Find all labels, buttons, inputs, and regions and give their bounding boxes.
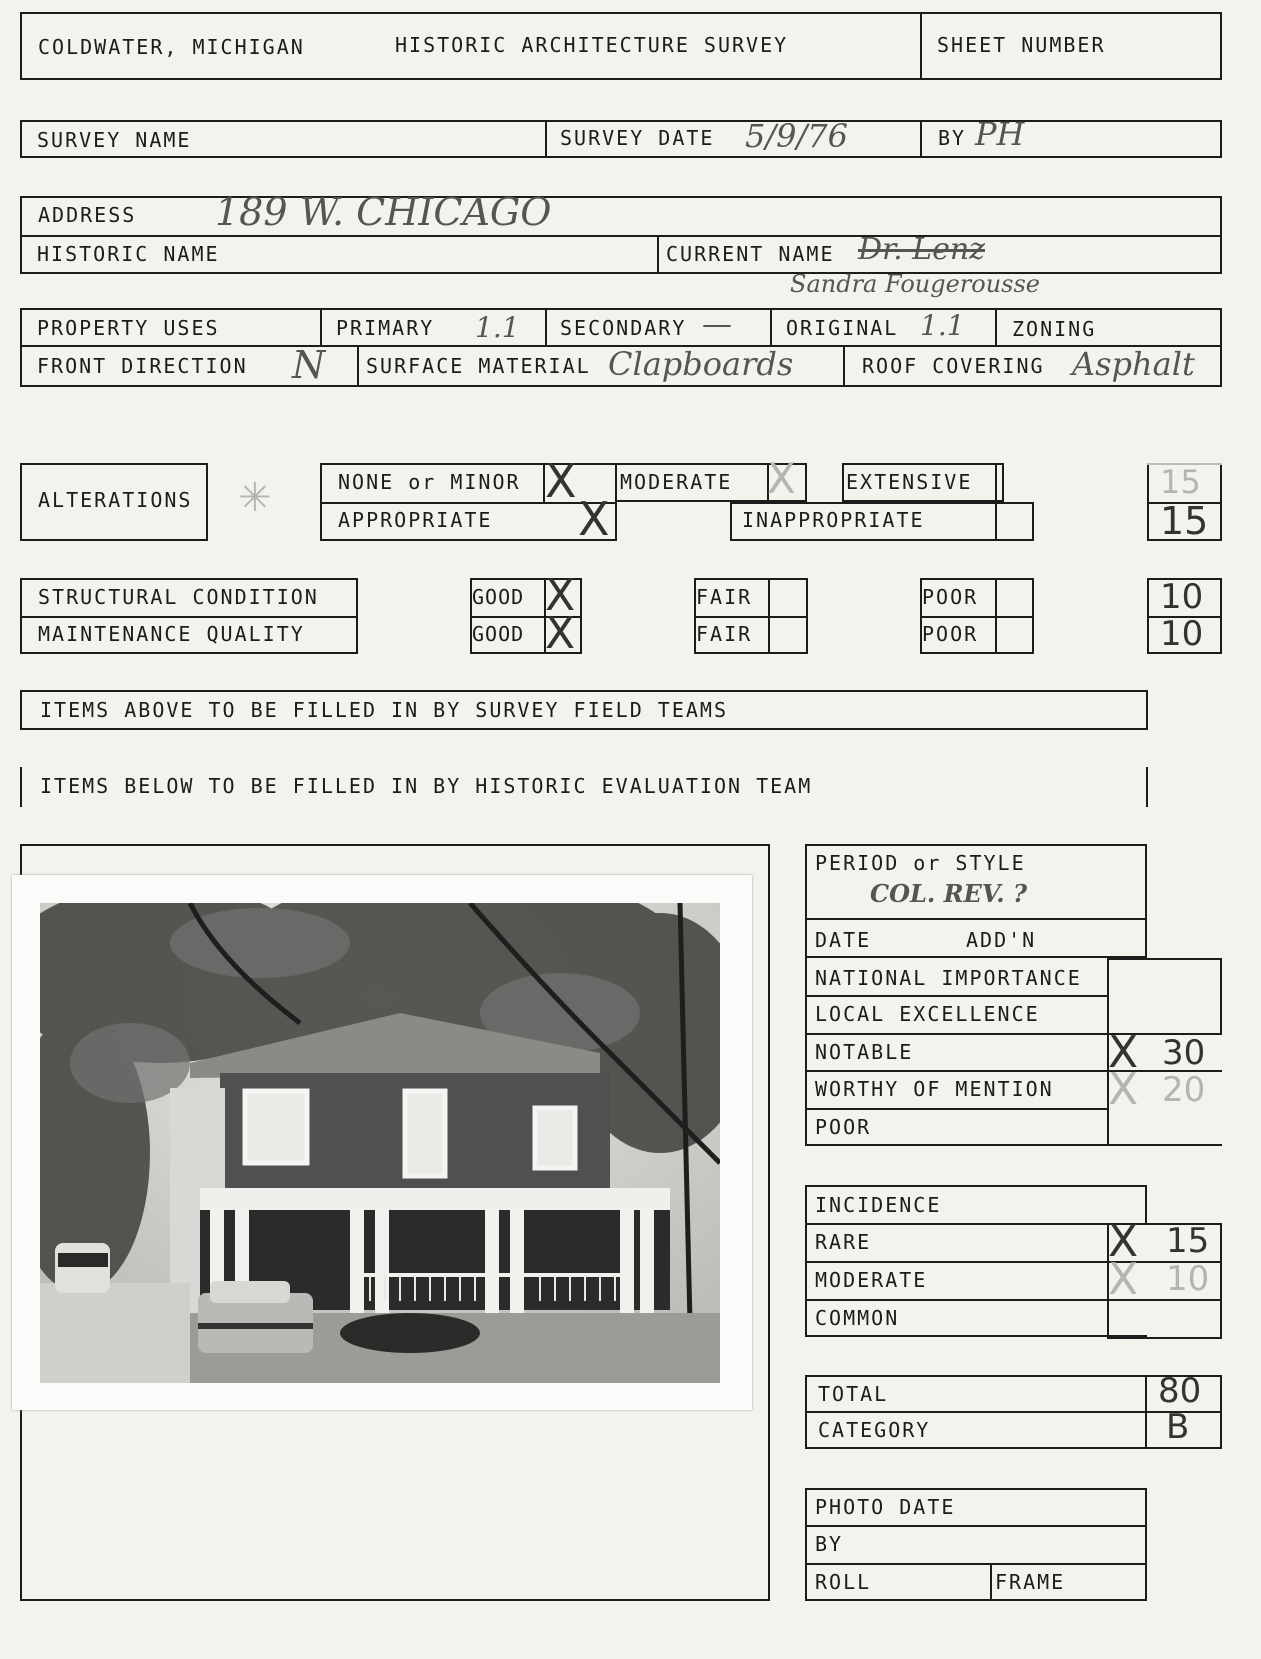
divider — [20, 235, 1222, 237]
sheet-number-label: SHEET NUMBER — [937, 33, 1106, 57]
divider — [20, 616, 358, 618]
poor-label-structural: POOR — [922, 585, 979, 609]
divider — [805, 1525, 1147, 1527]
alterations-score: 15 — [1160, 499, 1209, 543]
divider — [920, 616, 1034, 618]
frame-label: FRAME — [995, 1570, 1066, 1594]
divider — [320, 308, 322, 347]
current-name-value-2: Sandra Fougerousse — [790, 270, 1041, 298]
divider — [995, 578, 997, 654]
moderate-incidence-label: MODERATE — [815, 1268, 928, 1292]
good-label-structural: GOOD — [472, 585, 525, 609]
date-label: DATE — [815, 928, 872, 952]
notable-check: X — [1108, 1027, 1139, 1078]
notable-label: NOTABLE — [815, 1040, 914, 1064]
local-excellence-label: LOCAL EXCELLENCE — [815, 1002, 1040, 1026]
divider — [920, 12, 922, 80]
photo-by-label: BY — [815, 1532, 844, 1556]
survey-date-value: 5/9/76 — [745, 117, 848, 155]
divider — [768, 578, 770, 654]
rare-check: X — [1108, 1216, 1139, 1267]
notable-score: 30 — [1162, 1033, 1206, 1073]
none-minor-label: NONE or MINOR — [338, 470, 521, 494]
total-label: TOTAL — [818, 1382, 889, 1406]
survey-date-label: SURVEY DATE — [560, 126, 715, 150]
divider — [770, 308, 772, 347]
structural-condition-label: STRUCTURAL CONDITION — [38, 585, 319, 609]
maintenance-score: 10 — [1160, 614, 1204, 654]
front-direction-value: N — [292, 343, 326, 387]
divider — [545, 120, 547, 158]
divider — [545, 308, 547, 347]
addn-label: ADD'N — [966, 928, 1037, 952]
property-uses-label: PROPERTY USES — [37, 316, 220, 340]
divider — [920, 120, 922, 158]
photo-date-label: PHOTO DATE — [815, 1495, 956, 1519]
current-name-value: Dr. Lenz — [858, 232, 985, 267]
divider — [805, 1261, 1222, 1263]
good-structural-check: X — [545, 570, 576, 621]
category-label: CATEGORY — [818, 1418, 931, 1442]
historic-name-label: HISTORIC NAME — [37, 242, 220, 266]
front-direction-label: FRONT DIRECTION — [37, 354, 248, 378]
fair-label-maintenance: FAIR — [696, 622, 753, 646]
appropriate-check: X — [578, 492, 610, 546]
zoning-label: ZONING — [1012, 317, 1097, 341]
roof-covering-value: Asphalt — [1072, 345, 1195, 383]
incidence-label: INCIDENCE — [815, 1193, 942, 1217]
total-value: 80 — [1158, 1371, 1202, 1411]
divider — [1145, 1185, 1147, 1223]
divider — [805, 1108, 1107, 1110]
category-value: B — [1166, 1407, 1190, 1447]
by-value: PH — [975, 115, 1025, 153]
items-below-note: ITEMS BELOW TO BE FILLED IN BY HISTORIC EVALUATION TEAM — [40, 774, 813, 798]
surface-material-value: Clapboards — [608, 345, 794, 383]
worthy-score: 20 — [1162, 1070, 1206, 1110]
moderate-incidence-check: X — [1108, 1254, 1139, 1305]
divider — [805, 1070, 1222, 1072]
fair-label-structural: FAIR — [696, 585, 753, 609]
items-above-note: ITEMS ABOVE TO BE FILLED IN BY SURVEY FIELD TEAMS — [40, 698, 729, 722]
surface-material-label: SURFACE MATERIAL — [366, 354, 591, 378]
poor-importance-label: POOR — [815, 1115, 872, 1139]
primary-value: 1.1 — [475, 311, 520, 344]
asterisk-mark: ✳ — [238, 475, 272, 521]
good-maintenance-check: X — [545, 608, 576, 659]
address-label: ADDRESS — [38, 203, 137, 227]
poor-label-maintenance: POOR — [922, 622, 979, 646]
period-style-label: PERIOD or STYLE — [815, 851, 1026, 875]
form-title: HISTORIC ARCHITECTURE SURVEY — [395, 33, 789, 57]
extensive-label: EXTENSIVE — [846, 470, 973, 494]
national-importance-label: NATIONAL IMPORTANCE — [815, 966, 1082, 990]
none-minor-check: X — [545, 454, 577, 508]
divider — [805, 995, 1107, 997]
divider — [20, 120, 22, 158]
primary-label: PRIMARY — [336, 316, 435, 340]
city-label: COLDWATER, MICHIGAN — [38, 35, 305, 59]
moderate-incidence-score: 10 — [1166, 1259, 1210, 1299]
divider — [1107, 958, 1222, 960]
roll-label: ROLL — [815, 1570, 872, 1594]
secondary-label: SECONDARY — [560, 316, 687, 340]
moderate-label: MODERATE — [620, 470, 733, 494]
rare-score: 15 — [1166, 1221, 1210, 1261]
inappropriate-label: INAPPROPRIATE — [742, 508, 925, 532]
divider — [1220, 958, 1222, 1034]
house-photo-image — [40, 903, 720, 1383]
current-name-label: CURRENT NAME — [666, 242, 835, 266]
common-label: COMMON — [815, 1306, 900, 1330]
by-label: BY — [938, 126, 967, 150]
moderate-check: X — [767, 454, 796, 503]
alterations-score-faint: 15 — [1160, 463, 1201, 501]
divider — [805, 1411, 1222, 1413]
divider — [805, 1223, 1222, 1225]
maintenance-quality-label: MAINTENANCE QUALITY — [38, 622, 305, 646]
appropriate-label: APPROPRIATE — [338, 508, 493, 532]
divider — [995, 308, 997, 347]
divider — [805, 1563, 1147, 1565]
structural-score: 10 — [1160, 577, 1204, 617]
worthy-of-mention-label: WORTHY OF MENTION — [815, 1077, 1054, 1101]
divider — [1220, 1223, 1222, 1337]
good-label-maintenance: GOOD — [472, 622, 525, 646]
divider — [805, 1033, 1222, 1035]
roof-covering-label: ROOF COVERING — [862, 354, 1045, 378]
divider — [357, 347, 359, 387]
divider — [657, 235, 659, 274]
address-value: 189 W. CHICAGO — [215, 190, 552, 234]
rare-label: RARE — [815, 1230, 872, 1254]
divider — [805, 1299, 1222, 1301]
alterations-label: ALTERATIONS — [38, 488, 193, 512]
divider — [990, 1563, 992, 1601]
period-style-value: COL. REV. ? — [870, 879, 1028, 908]
worthy-check: X — [1108, 1064, 1139, 1115]
survey-name-label: SURVEY NAME — [37, 128, 192, 152]
divider — [694, 616, 808, 618]
divider — [1145, 1375, 1147, 1449]
divider — [843, 347, 845, 387]
divider — [1107, 1337, 1222, 1339]
original-value: 1.1 — [920, 309, 965, 342]
building-photo — [12, 875, 752, 1410]
divider — [1220, 120, 1222, 158]
secondary-value: — — [702, 307, 732, 342]
original-label: ORIGINAL — [786, 316, 899, 340]
